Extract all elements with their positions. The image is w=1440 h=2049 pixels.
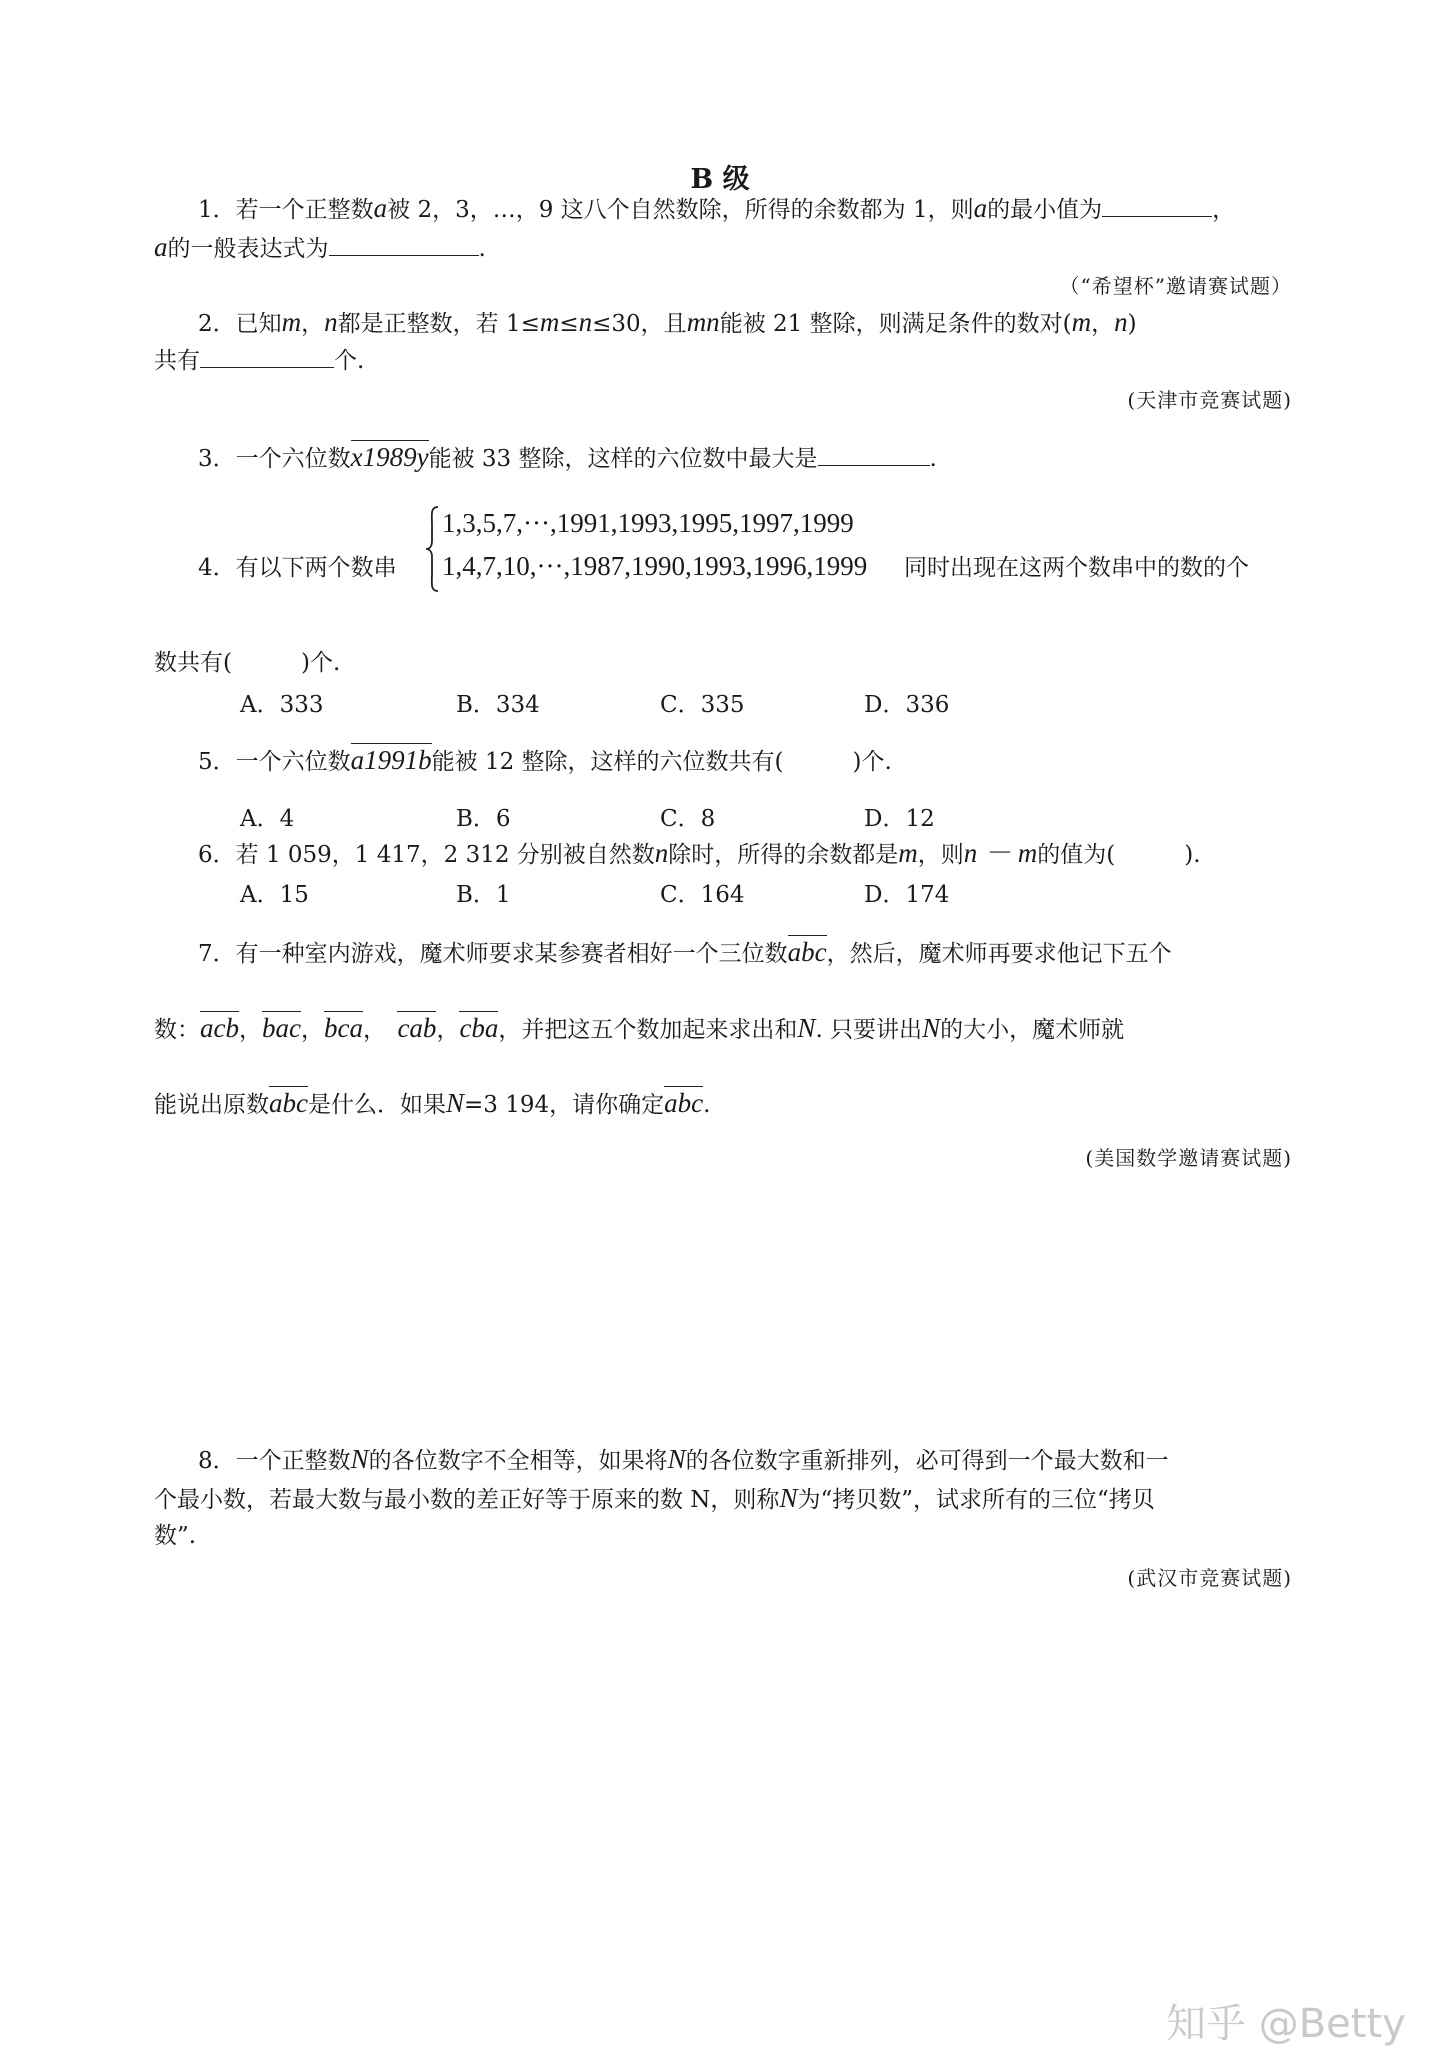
q4-text: 4．有以下两个数串: [198, 555, 397, 581]
q4-sequence-1: 1,3,5,7,···,1991,1993,1995,1997,1999: [442, 508, 854, 538]
q7-number: acb: [200, 1013, 239, 1043]
q5-option-a: A．4: [240, 806, 295, 832]
q7-number: cba: [459, 1013, 499, 1043]
q2-source: (天津市竞赛试题): [1127, 388, 1292, 412]
q1-text: .: [478, 236, 486, 262]
q7-text: ，: [436, 1017, 460, 1043]
q7-text: =3 194，请你确定: [464, 1092, 665, 1118]
q4-option-b: B．334: [456, 692, 540, 718]
q7-number: abc: [787, 937, 827, 967]
q7-line2: [154, 1013, 1124, 1045]
q8-line2: [154, 1483, 1155, 1515]
q8-var: N: [350, 1444, 369, 1474]
q2-line2: [154, 346, 364, 376]
q4-option-d: D．336: [864, 692, 950, 718]
q4-line2: 数共有( )个.: [154, 650, 341, 676]
q7-text: 的大小，魔术师就: [940, 1017, 1125, 1043]
q8-text: 8．一个正整数: [198, 1448, 351, 1474]
answer-blank: [329, 235, 479, 256]
q1-line1: [198, 193, 1235, 225]
q7-text: 能说出原数: [154, 1092, 269, 1118]
q2-text: 能被 21 整除，则满足条件的数对(: [719, 311, 1072, 337]
q6-option-b: B．1: [456, 882, 511, 908]
q3-text: .: [929, 446, 937, 472]
q1-text: 的最小值为: [987, 197, 1103, 223]
q1-line2: [154, 232, 486, 264]
q1-text: 被 2，3，…，9 这八个自然数除，所得的余数都为 1，则: [387, 197, 974, 223]
q1-text: ，: [1212, 197, 1236, 223]
q1-var: a: [373, 193, 388, 223]
q1-var: a: [973, 193, 988, 223]
q7-number: abc: [269, 1088, 308, 1118]
q8-text: 的各位数字不全相等，如果将: [368, 1448, 668, 1474]
q4-option-c: C．335: [660, 692, 745, 718]
q7-number: bac: [261, 1013, 301, 1043]
q1-text: 的一般表达式为: [167, 236, 329, 262]
q6-text: 6．若 1 059，1 417，2 312 分别被自然数: [198, 842, 655, 868]
q2-var: m: [1071, 307, 1092, 337]
q5-option-d: D．12: [864, 806, 935, 832]
q1-text: 1．若一个正整数: [198, 197, 374, 223]
brace-icon: [424, 505, 440, 593]
answer-blank: [818, 445, 930, 466]
section-title: B 级: [690, 164, 750, 195]
q7-text: ，: [300, 1017, 324, 1043]
q8-text: 个最小数，若最大数与最小数的差正好等于原来的数 N，则称: [154, 1487, 780, 1513]
q5-option-b: B．6: [456, 806, 511, 832]
q7-text: . 只要讲出: [815, 1017, 923, 1043]
q7-var: N: [797, 1013, 816, 1043]
q7-var: N: [922, 1013, 941, 1043]
q3-line: [198, 442, 937, 474]
q7-text: .: [703, 1092, 711, 1118]
q3-text: 3．一个六位数: [198, 446, 351, 472]
q7-number: abc: [664, 1088, 704, 1118]
q7-text: ，然后，魔术师再要求他记下五个: [826, 941, 1172, 967]
q6-text: 的值为( ).: [1037, 842, 1201, 868]
q7-var: N: [445, 1088, 464, 1118]
q6-var: m: [898, 838, 918, 868]
q8-text: 的各位数字重新排列，必可得到一个最大数和一: [685, 1448, 1169, 1474]
q2-var: m: [539, 307, 560, 337]
q2-text: ，: [1091, 311, 1115, 337]
q6-text: 除时，所得的余数都是: [668, 842, 899, 868]
q8-source: (武汉市竞赛试题): [1127, 1566, 1292, 1590]
q6-option-a: A．15: [240, 882, 309, 908]
q4-sequence-2: 1,4,7,10,···,1987,1990,1993,1996,1999: [442, 551, 868, 581]
q8-line3: 数”.: [154, 1523, 197, 1549]
q7-number: cab: [397, 1013, 437, 1043]
q7-source: (美国数学邀请赛试题): [1085, 1146, 1292, 1170]
q1-var: a: [154, 232, 168, 262]
q5-line: [198, 745, 892, 777]
q2-text: ≤30，且: [592, 311, 687, 337]
q2-text: 共有: [154, 348, 200, 374]
q2-var: mn: [686, 307, 720, 337]
q4-line1: [198, 553, 397, 583]
q1-source: （“希望杯”邀请赛试题）: [1059, 274, 1292, 298]
q2-text: 个.: [334, 348, 365, 374]
q5-option-c: C．8: [660, 806, 716, 832]
q7-text: 7．有一种室内游戏，魔术师要求某参赛者相好一个三位数: [198, 941, 788, 967]
q3-number: x1989y: [350, 442, 429, 472]
q6-expression: n － m: [963, 838, 1038, 868]
watermark: 知乎 @Betty: [1166, 2001, 1406, 2047]
q5-number: a1991b: [350, 745, 432, 775]
q8-var: N: [667, 1444, 686, 1474]
q6-text: ，则: [917, 842, 964, 868]
q4-line1-end: 同时出现在这两个数串中的数的个: [904, 555, 1249, 581]
q2-var: n: [1114, 307, 1128, 337]
q6-var: n: [654, 838, 669, 868]
q6-option-d: D．174: [864, 882, 950, 908]
q6-option-c: C．164: [660, 882, 745, 908]
q5-text: 能被 12 整除，这样的六位数共有( )个.: [431, 749, 892, 775]
q6-line: [198, 838, 1201, 870]
q7-text: ，: [238, 1017, 262, 1043]
q7-line1: [198, 937, 1172, 969]
q2-var: n: [324, 307, 338, 337]
q8-var: N: [779, 1483, 798, 1513]
q2-text: 2．已知: [198, 311, 282, 337]
q2-line1: [198, 307, 1137, 339]
answer-blank: [1102, 196, 1212, 217]
q7-number: bca: [323, 1013, 363, 1043]
q2-var: m: [281, 307, 302, 337]
q5-text: 5．一个六位数: [198, 749, 351, 775]
q7-text: 是什么．如果: [307, 1092, 446, 1118]
q2-text: ≤: [559, 311, 579, 337]
q4-option-a: A．333: [240, 692, 324, 718]
q2-text: ，: [301, 311, 325, 337]
q2-text: ): [1127, 311, 1137, 337]
q2-var: n: [578, 307, 593, 337]
q7-text: ，: [362, 1017, 375, 1043]
q8-text: 为“拷贝数”，试求所有的三位“拷贝: [797, 1487, 1155, 1513]
q2-text: 都是正整数，若 1≤: [337, 311, 540, 337]
q7-text: 数：: [154, 1017, 200, 1043]
q7-line3: [154, 1088, 710, 1120]
q8-line1: [198, 1444, 1169, 1476]
q7-text: ，并把这五个数加起来求出和: [498, 1017, 798, 1043]
q3-text: 能被 33 整除，这样的六位数中最大是: [428, 446, 818, 472]
answer-blank: [200, 347, 334, 368]
